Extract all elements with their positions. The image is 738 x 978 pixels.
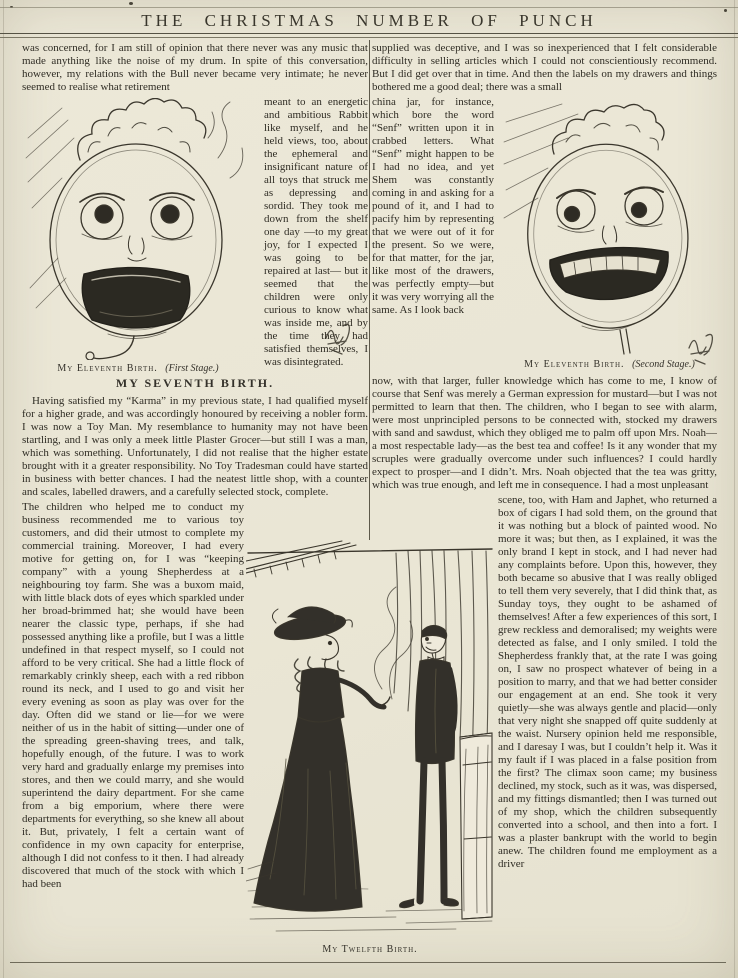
figure-caption-title: My Twelfth Birth.: [322, 944, 418, 955]
body-text-left-full: Having satisfied my “Karma” in my previous state, I had qualified myself for a higher grade, and was accordingly honoured by receiving a nobler form. I was now a Toy Man. My resemblance to humanity may not have been startling, and I was only a meek little Plaster Grocer—but still I was a man, which was something. Unfortunately, I did not realise that the higher estate brought with it a greater responsibility. No Toy Tradesman could have started in business with better chances. I had the neatest little shop, with a counter and scales, labelled drawers, and a carefully selected stock, complete.: [22, 395, 368, 498]
body-text-right-wrap: china jar, for instance, which bore the word “Senf” written upon it in crabbed letters. What “Senf” might happen to be I had no idea, and yet Shem was constantly coming in and asking for a pound of it, and I had to pacify him by representing that we were out of it for the present. So we were, for that matter, for the jar, like most of the drawers, was perfectly empty—but it was very worrying all the same. As I look back: [372, 96, 494, 316]
figure-caption-stage: (Second Stage.): [632, 359, 695, 370]
header-rule-top: [0, 7, 738, 8]
body-text-right-narrow: scene, too, with Ham and Japhet, who returned a box of cigars I had sold them, on the ground that it was nothing but a block of painted wood. No more it was; but then, as I explained, it was the only brand I kept in stock, and I had never had any complaints before. Upon this, however, they both became so abusive that I was really obliged to tell them very severely, that I did think that, as Sunday toys, they ought to be ashamed of themselves! After a few experiences of this sort, I grew reckless and demoralised; my weights were detected as false, and I only smiled. I told the Shepherdess frankly that, at the rate I was going on, I saw no prospect whatever of being in a position to marry, and that we had better consider our engagement at an end. She took it very quietly—she was always gentle and placid—only that very night she snapped off quite suddenly at the waist. Nursery opinion held me responsible, and I daresay I was, but I couldn’t help it. Was it my fault if I was placed in a false position from the first? The climax soon came; my business declined, my stock, such as it was, was dispersed, and my fittings dismantled; then I was turned out of my shop, which the children subsequently converted into a school, and then into a fort. I was a plaster bankrupt with the world to begin anew. The children found me employment as a driver: [498, 494, 717, 870]
page-edge-right: [734, 0, 735, 978]
body-text-left-wrap: meant to an energetic and ambitious Rabbit like myself, and he held views, too, about the ephemeral and insignificant nature of all toys that struck me as depressing and sordid. They took me down from the shelf one day —to my great joy, for I expected I was going to be repaired at last— but it seemed that the children were only curious to know what was inside me, and by the time they had satisfied themselves, I was disintegrated.: [264, 96, 368, 368]
figure-twelfth-birth: [246, 538, 494, 940]
header-rule-double: [0, 33, 738, 38]
body-text-left-narrow: The children who helped me to conduct my business recommended me to various toy customers, and did their utmost to complete my commercial training. Moreover, I had every motive for getting on, for I was “keeping company” with a young Shepherdess at a neighbouring toy farm. She was a buxom maid, with little black dots of eyes which sparkled under her broad-brimmed hat; she would have been nearer the classic type, perhaps, if she had possessed anything like a profile, but I was a little undefined in that respect myself, so I could not afford to be very critical. She had a little flock of remarkably crinkly sheep, each with a red ribbon round its neck, and I used to go and visit her every evening as soon as play was over for the day. Often did we stand or lie—for we were neither of us in the habit of sitting—under one of the spreading green-shaving trees, and talk, hopefully enough, of the future. I was to work very hard and gradually enlarge my premises into stores, and then we could marry, and she would superintend the dairy department. For she came from a big emporium, where there were departments for everything, so she knew all about it. But, privately, I felt a certain want of confidence in my own capacity for enterprise, although I did not confess to it then. I had already discovered that much of the stock with which I had been: [22, 501, 244, 890]
shepherdess-and-grocer-illustration: [246, 538, 494, 940]
figure-caption-stage: (First Stage.): [165, 363, 219, 374]
artist-monogram-icon: [322, 320, 352, 356]
figure-caption: [22, 363, 254, 374]
page-title: THE CHRISTMAS NUMBER OF PUNCH: [141, 11, 597, 30]
grotesque-toy-head-illustration: [22, 98, 254, 360]
artist-monogram-icon: [685, 330, 715, 366]
scan-speck: [129, 2, 133, 5]
body-text-left-intro: was concerned, for I am still of opinion that there never was any music that made anything like the noise of my drum. In spite of this conversation, however, my relations with the Bull never became very intimate; he never seemed to realise what retirement: [22, 42, 368, 93]
figure-eleventh-birth-first-stage: [22, 98, 254, 374]
body-text-right-intro: supplied was deceptive, and I was so inexperienced that I felt considerable difficulty in selling articles which I could not conscientiously recommend. But I did get over that in time. And then the labels on my drawers and things bothered me a good deal; there was a small: [372, 42, 717, 93]
grinning-toy-head-illustration: [502, 98, 717, 356]
column-divider: [369, 40, 370, 540]
section-heading-seventh-birth: MY SEVENTH BIRTH.: [115, 376, 275, 390]
figure-caption-title: My Eleventh Birth.: [57, 363, 158, 374]
body-text-right-full: now, with that larger, fuller knowledge which has come to me, I know of course that Senf was merely a German expression for mustard—but I was not permitted to learn that then. The children, who I began to see with alarm, were most unprincipled persons to be connected with, stocked my drawers with sand and sawdust, which they obliged me to palm off upon Mrs. Noah—a most respectable lady—as the best tea and coffee! Is it any wonder that my scruples were gradually overcome under such influences? I could hardly expect to prosper—and I didn’t. Mrs. Noah objected that the tea was gritty, which was true enough, and left me in consequence. I had a most unpleasant: [372, 375, 717, 491]
figure-caption-twelfth-birth: [246, 944, 494, 955]
figure-eleventh-birth-second-stage: [502, 98, 717, 370]
page-edge-left: [3, 0, 4, 978]
figure-caption-title: My Eleventh Birth.: [524, 359, 625, 370]
